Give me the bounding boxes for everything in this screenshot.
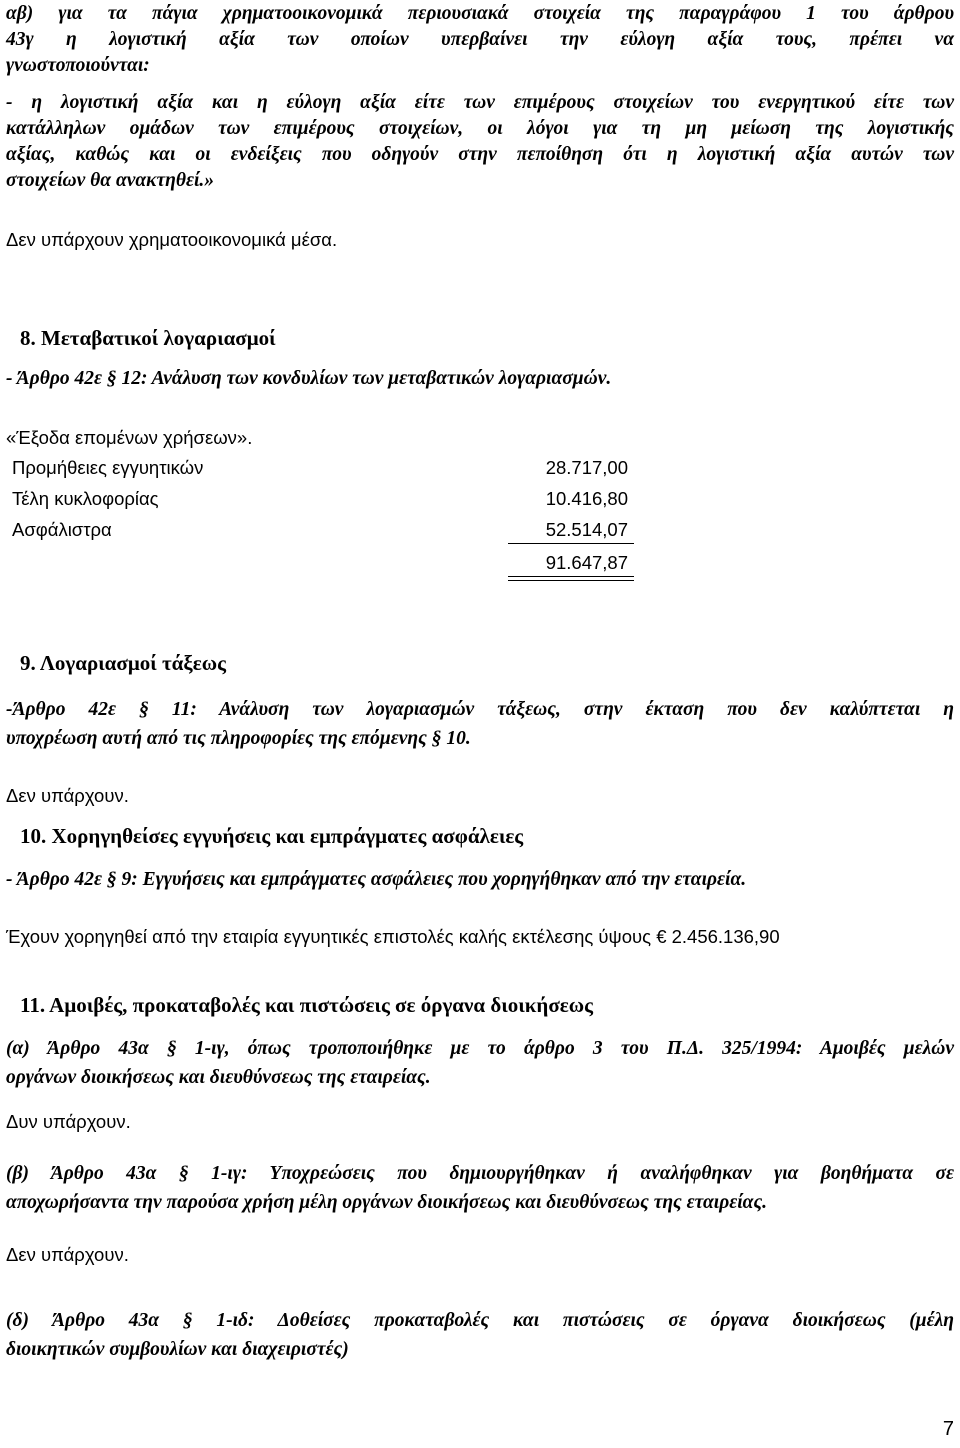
- row-value-guarantee-fees: 28.717,00: [545, 457, 628, 478]
- section-8-total: 91.647,87: [545, 552, 628, 573]
- section-11-d-line-1: (δ) Άρθρο 43α § 1-ιδ: Δοθείσες προκαταβολές και πιστώσεις σε όργανα διοικήσεως (μέλη: [6, 1310, 954, 1331]
- section-11-b-line-1: (β) Άρθρο 43α § 1-ιγ: Υποχρεώσεις που δημιουργήθηκαν ή αναλήφθηκαν για βοηθήματα σε: [6, 1163, 954, 1184]
- section-11-heading: 11. Αμοιβές, προκαταβολές και πιστώσεις σε όργανα διοικήσεως: [20, 993, 593, 1017]
- subtotal-rule: [508, 543, 634, 544]
- row-label-insurance: Ασφάλιστρα: [12, 519, 112, 540]
- section-11-a-line-2: οργάνων διοικήσεως και διευθύνσεως της εταιρείας.: [6, 1067, 431, 1088]
- section-9-article-line-2: υποχρέωση αυτή από τις πληροφορίες της επόμενης § 10.: [6, 728, 471, 749]
- section-11-a-note: Δυν υπάρχουν.: [6, 1111, 131, 1132]
- row-value-insurance: 52.514,07: [545, 519, 628, 540]
- row-value-road-tax: 10.416,80: [545, 488, 628, 509]
- intro-line-1: αβ) για τα πάγια χρηματοοικονομικά περιουσιακά στοιχεία της παραγράφου 1 του άρθρου: [6, 3, 954, 24]
- intro-note: Δεν υπάρχουν χρηματοοικονομικά μέσα.: [6, 229, 338, 250]
- section-8-subtitle: «Έξοδα επομένων χρήσεων».: [6, 427, 253, 448]
- section-9-heading: 9. Λογαριασμοί τάξεως: [20, 651, 226, 675]
- total-double-rule-bottom: [508, 580, 634, 581]
- total-double-rule-top: [508, 576, 634, 577]
- section-11-b-line-2: αποχωρήσαντα την παρούσα χρήση μέλη οργάνων διοικήσεως και διευθύνσεως της εταιρείας.: [6, 1192, 768, 1213]
- row-label-road-tax: Τέλη κυκλοφορίας: [12, 488, 159, 509]
- intro-line-2: 43γ η λογιστική αξία των οποίων υπερβαίνει την εύλογη αξία τους, πρέπει να: [6, 29, 954, 50]
- section-8-heading: 8. Μεταβατικοί λογαριασμοί: [20, 326, 276, 350]
- intro-line-4: - η λογιστική αξία και η εύλογη αξία είτε των επιμέρους στοιχείων του ενεργητικού είτε των: [6, 92, 954, 113]
- page-number: 7: [942, 1418, 954, 1440]
- section-10-article: - Άρθρο 42ε § 9: Εγγυήσεις και εμπράγματες ασφάλειες που χορηγήθηκαν από την εταιρεία.: [6, 869, 747, 890]
- intro-line-7: στοιχείων θα ανακτηθεί.»: [6, 170, 215, 191]
- section-9-article-line-1: -Άρθρο 42ε § 11: Ανάλυση των λογαριασμών τάξεως, στην έκταση που δεν καλύπτεται η: [6, 699, 954, 720]
- section-11-b-note: Δεν υπάρχουν.: [6, 1244, 129, 1265]
- section-11-a-line-1: (α) Άρθρο 43α § 1-ιγ, όπως τροποποιήθηκε με το άρθρο 3 του Π.Δ. 325/1994: Αμοιβές μελών: [6, 1038, 954, 1059]
- section-10-heading: 10. Χορηγηθείσες εγγυήσεις και εμπράγματες ασφάλειες: [20, 824, 524, 848]
- section-9-note: Δεν υπάρχουν.: [6, 785, 129, 806]
- intro-line-5: κατάλληλων ομάδων των επιμέρους στοιχείων, οι λόγοι για τη μη μείωση της λογιστικής: [6, 118, 954, 139]
- row-label-guarantee-fees: Προμήθειες εγγυητικών: [12, 457, 204, 478]
- section-10-note: Έχουν χορηγηθεί από την εταιρία εγγυητικές επιστολές καλής εκτέλεσης ύψους € 2.456.136,90: [6, 926, 780, 947]
- section-11-d-line-2: διοικητικών συμβουλίων και διαχειριστές): [6, 1339, 349, 1360]
- intro-line-3: γνωστοποιούνται:: [6, 55, 150, 76]
- section-8-article: - Άρθρο 42ε § 12: Ανάλυση των κονδυλίων των μεταβατικών λογαριασμών.: [6, 368, 612, 389]
- intro-line-6: αξίας, καθώς και οι ενδείξεις που οδηγούν στην πεποίθηση ότι η λογιστική αξία αυτών των: [6, 144, 954, 165]
